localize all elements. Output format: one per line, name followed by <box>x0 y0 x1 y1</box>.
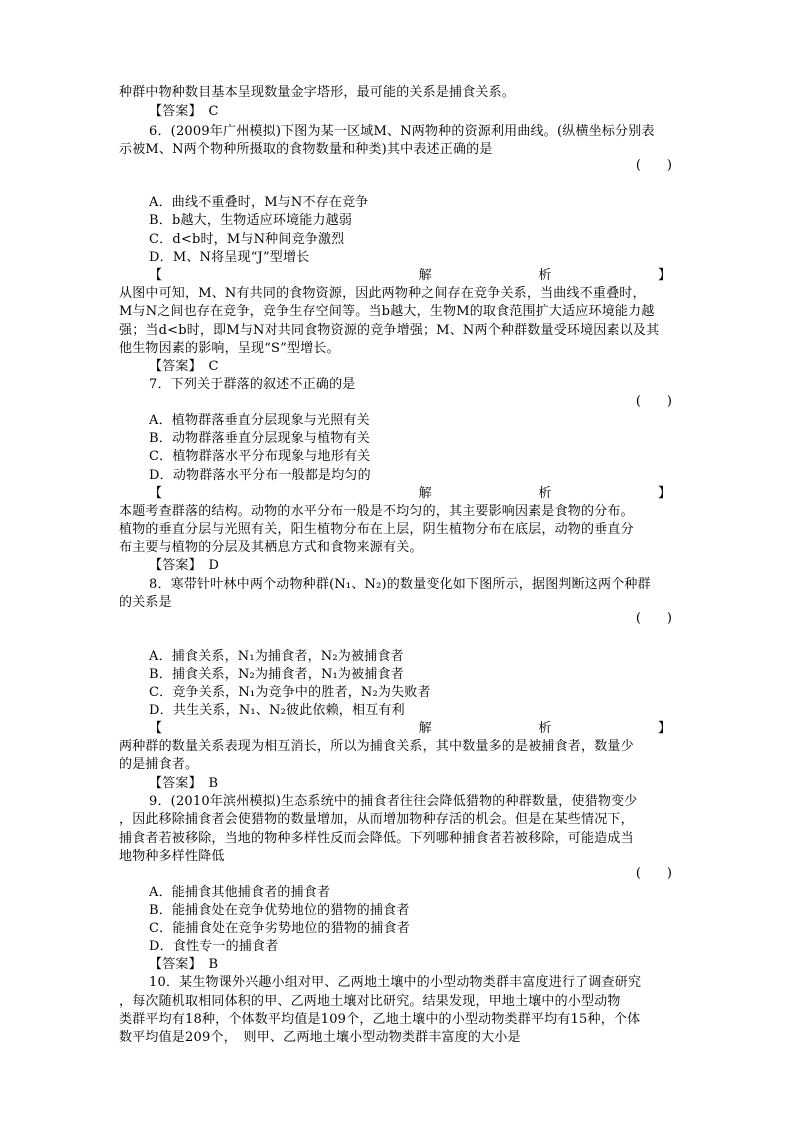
analysis-open-bracket: 【 <box>149 486 163 501</box>
analysis-text: 两种群的数量关系表现为相互消长，所以为捕食关系，其中数量多的是被捕食者，数量少 <box>119 739 634 754</box>
analysis-heading <box>149 485 671 503</box>
question-9-stem-cont: ，因此移除捕食者会使猎物的数量增加，从而增加物种存活的机会。但是在某些情况下， <box>119 812 634 827</box>
text-line: 种群中物种数目基本呈现数量金字塔形，最可能的关系是捕食关系。 <box>119 85 516 100</box>
option-c: C．竞争关系，N₁为竞争中的胜者，N₂为失败者 <box>149 685 431 700</box>
answer-blank: ( ) <box>635 866 672 881</box>
option-b: B．b越大，生物适应环境能力越弱 <box>149 213 353 228</box>
option-b: B．能捕食处在竞争优势地位的猎物的捕食者 <box>149 903 410 918</box>
question-10-stem-cont: 数平均值是209个， 则甲、乙两地土壤小型动物类群丰富度的大小是 <box>119 1030 521 1045</box>
analysis-word-2: 析 <box>538 721 552 736</box>
option-c: C．植物群落水平分布现象与地形有关 <box>149 449 371 464</box>
option-d: D．动物群落水平分布一般都是均匀的 <box>149 468 371 483</box>
analysis-text: 本题考查群落的结构。动物的水平分布一般是不均匀的，其主要影响因素是食物的分布。 <box>119 504 634 519</box>
analysis-heading <box>149 720 671 738</box>
analysis-close-bracket: 】 <box>657 721 671 736</box>
analysis-text: 布主要与植物的分层及其栖息方式和食物来源有关。 <box>119 540 423 555</box>
analysis-word-1: 解 <box>418 486 432 501</box>
question-10-stem-cont: 类群平均有18种，个体数平均值是109个，乙地土壤中的小型动物类群平均有15种，个体 <box>119 1012 641 1027</box>
answer-blank: ( ) <box>635 158 672 173</box>
question-9-stem: 9．(2010年滨州模拟)生态系统中的捕食者往往会降低猎物的种群数量，使猎物变少 <box>149 794 638 809</box>
option-a: A．捕食关系，N₁为捕食者，N₂为被捕食者 <box>149 649 404 664</box>
answer-line: 【答案】 C <box>149 359 219 374</box>
analysis-text: 植物的垂直分层与光照有关，阳生植物分布在上层，阴生植物分布在底层，动物的垂直分 <box>119 522 634 537</box>
answer-line: 【答案】 D <box>149 558 220 573</box>
question-8-stem-cont: 的关系是 <box>119 595 172 610</box>
analysis-text: M与N之间也存在竞争，竞争生存空间等。当b越大，生物M的取食范围扩大适应环境能力越 <box>119 304 655 319</box>
question-10-stem: 10．某生物课外兴趣小组对甲、乙两地土壤中的小型动物类群丰富度进行了调查研究 <box>149 975 642 990</box>
option-b: B．动物群落垂直分层现象与植物有关 <box>149 431 370 446</box>
option-d: D．共生关系，N₁、N₂彼此依赖，相互有利 <box>149 703 405 718</box>
answer-blank: ( ) <box>635 394 672 409</box>
question-10-stem-cont: ，每次随机取相同体积的甲、乙两地土壤对比研究。结果发现，甲地土壤中的小型动物 <box>119 994 621 1009</box>
analysis-open-bracket: 【 <box>149 268 163 283</box>
answer-line: 【答案】 C <box>149 104 219 119</box>
question-8-stem: 8．寒带针叶林中两个动物种群(N₁、N₂)的数量变化如下图所示，据图判断这两个种群 <box>149 577 651 592</box>
option-d: D．食性专一的捕食者 <box>149 939 279 954</box>
analysis-word-1: 解 <box>418 721 432 736</box>
question-6-stem: 6．(2009年广州模拟)下图为某一区域M、N两物种的资源利用曲线。(纵横坐标分别表 <box>149 124 655 139</box>
option-b: B．捕食关系，N₂为捕食者，N₁为被捕食者 <box>149 667 404 682</box>
analysis-text: 他生物因素的影响，呈现“S”型增长。 <box>119 341 340 356</box>
analysis-word-2: 析 <box>538 268 552 283</box>
analysis-close-bracket: 】 <box>657 268 671 283</box>
answer-blank: ( ) <box>635 611 672 626</box>
analysis-word-2: 析 <box>538 486 552 501</box>
analysis-text: 的是捕食者。 <box>119 757 199 772</box>
question-9-stem-cont: 地物种多样性降低 <box>119 849 225 864</box>
option-a: A．植物群落垂直分层现象与光照有关 <box>149 413 370 428</box>
analysis-text: 强；当d<b时，即M与N对共同食物资源的竞争增强；M、N两个种群数量受环境因素以及其 <box>119 323 660 338</box>
answer-line: 【答案】 B <box>149 957 219 972</box>
analysis-heading <box>149 267 671 285</box>
analysis-open-bracket: 【 <box>149 721 163 736</box>
question-9-stem-cont: 捕食者若被移除，当地的物种多样性反而会降低。下列哪种捕食者若被移除，可能造成当 <box>119 831 634 846</box>
question-6-stem-cont: 示被M、N两个物种所摄取的食物数量和种类)其中表述正确的是 <box>119 142 493 157</box>
question-7-stem: 7．下列关于群落的叙述不正确的是 <box>149 377 356 392</box>
answer-line: 【答案】 B <box>149 776 219 791</box>
analysis-close-bracket: 】 <box>657 486 671 501</box>
analysis-text: 从图中可知，M、N有共同的食物资源，因此两物种之间存在竞争关系，当曲线不重叠时， <box>119 286 646 301</box>
option-a: A．曲线不重叠时，M与N不存在竞争 <box>149 195 369 210</box>
option-c: C．d<b时，M与N种间竞争激烈 <box>149 232 345 247</box>
option-a: A．能捕食其他捕食者的捕食者 <box>149 885 331 900</box>
option-c: C．能捕食处在竞争劣势地位的猎物的捕食者 <box>149 921 410 936</box>
analysis-word-1: 解 <box>418 268 432 283</box>
option-d: D．M、N将呈现“J”型增长 <box>149 250 310 265</box>
